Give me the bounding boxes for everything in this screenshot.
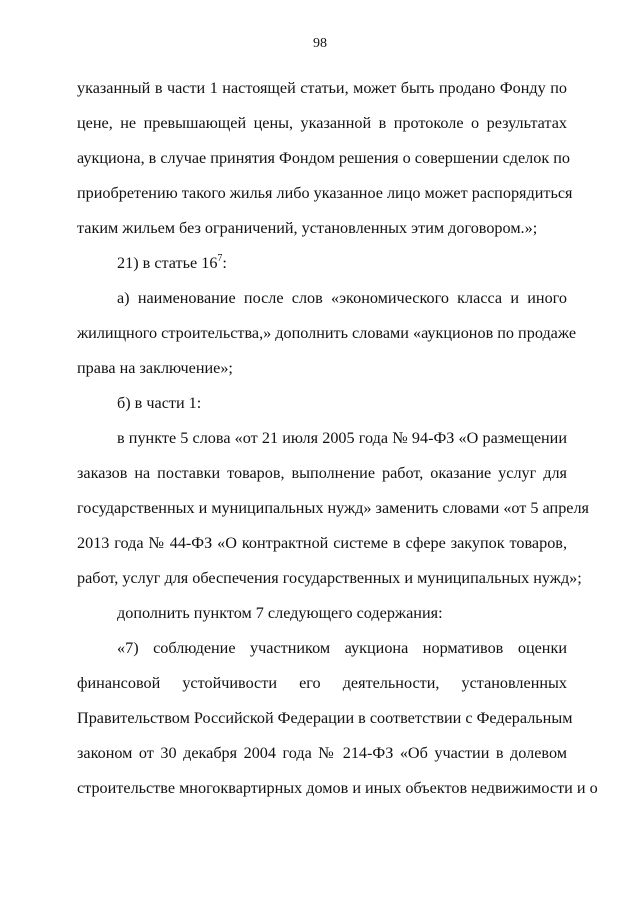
article-superscript: 7 bbox=[217, 252, 223, 264]
text-fragment: : bbox=[222, 254, 227, 272]
text-line: государственных и муниципальных нужд» заменить словами «от 5 апреля bbox=[77, 499, 589, 517]
text-line: а) наименование после слов «экономического класса и иного bbox=[117, 289, 567, 307]
text-line: указанный в части 1 настоящей статьи, может быть продано Фонду по bbox=[77, 79, 567, 97]
text-line: законом от 30 декабря 2004 года № 214-ФЗ «Об участии в долевом bbox=[77, 744, 567, 762]
text-line: Правительством Российской Федерации в соответствии с Федеральным bbox=[77, 709, 573, 727]
text-line: жилищного строительства,» дополнить словами «аукционов по продаже bbox=[77, 324, 577, 342]
text-line: б) в части 1: bbox=[117, 394, 202, 412]
text-line bbox=[117, 253, 567, 273]
text-line: заказов на поставки товаров, выполнение работ, оказание услуг для bbox=[77, 464, 567, 482]
text-line: 2013 года № 44-ФЗ «О контрактной системе в сфере закупок товаров, bbox=[77, 534, 567, 552]
text-line: «7) соблюдение участником аукциона нормативов оценки bbox=[117, 639, 567, 657]
text-line: цене, не превышающей цены, указанной в протоколе о результатах bbox=[77, 114, 567, 132]
text-line: в пункте 5 слова «от 21 июля 2005 года № 94-ФЗ «О размещении bbox=[117, 429, 567, 447]
text-line: работ, услуг для обеспечения государственных и муниципальных нужд»; bbox=[77, 569, 582, 587]
text-line: строительстве многоквартирных домов и иных объектов недвижимости и о bbox=[77, 779, 598, 797]
text-line: права на заключение»; bbox=[77, 359, 233, 377]
text-line: аукциона, в случае принятия Фондом решения о совершении сделок по bbox=[77, 149, 571, 167]
text-line: таким жильем без ограничений, установленных этим договором.»; bbox=[77, 219, 538, 237]
text-line: финансовой устойчивости его деятельности, установленных bbox=[77, 674, 567, 692]
text-line: дополнить пунктом 7 следующего содержания: bbox=[117, 604, 443, 622]
text-line: приобретению такого жилья либо указанное лицо может распорядиться bbox=[77, 184, 573, 202]
page-number: 98 bbox=[313, 36, 327, 51]
text-fragment: 21) в статье 16 bbox=[117, 254, 218, 272]
